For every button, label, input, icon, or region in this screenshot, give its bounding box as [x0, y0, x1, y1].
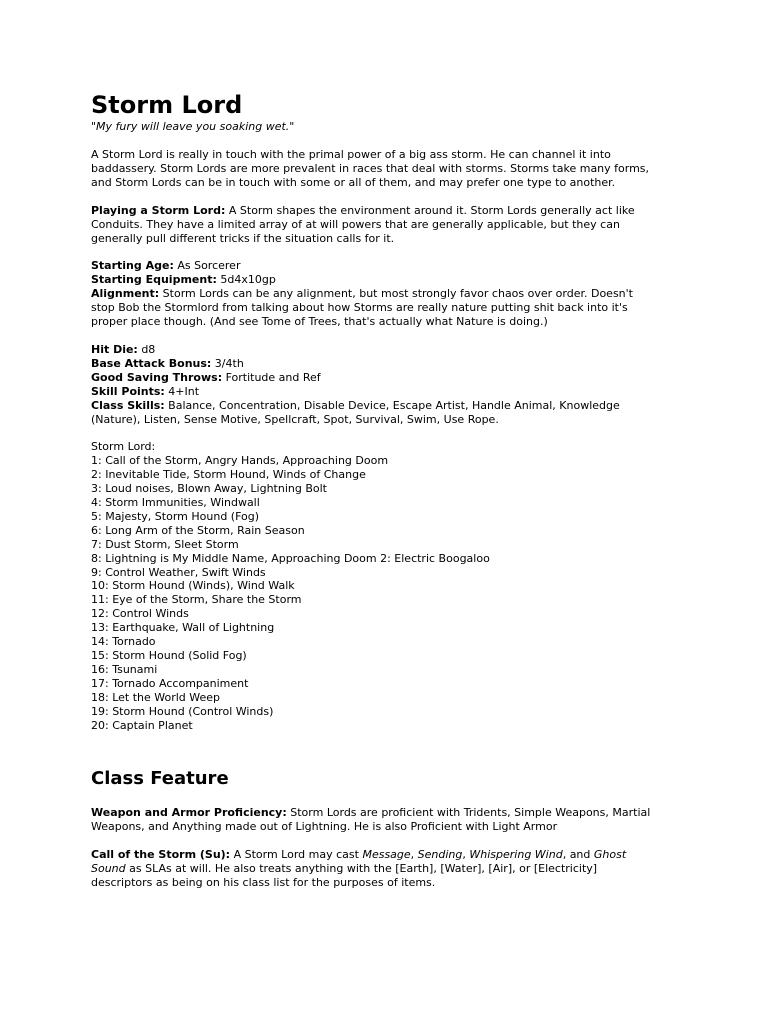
- progression-list: [91, 440, 691, 732]
- hit-die-value: d8: [137, 342, 156, 356]
- class-feature-heading: Class Feature: [91, 768, 229, 790]
- bab-label: Base Attack Bonus:: [91, 356, 212, 370]
- saves-value: Fortitude and Ref: [222, 370, 321, 384]
- weapon-prof-text: Weapons, and Anything made out of Lightning. He is also Proficient with Light Armor: [91, 820, 558, 834]
- playing-text: Conduits. They have a limited array of at will powers that are generally applicable, but they can: [91, 217, 620, 231]
- weapon-prof-text: Storm Lords are proficient with Tridents, Simple Weapons, Martial: [286, 806, 651, 820]
- class-skills-text: (Nature), Listen, Sense Motive, Spellcraft, Spot, Survival, Swim, Use Rope.: [91, 412, 499, 426]
- playing-label: Playing a Storm Lord:: [91, 203, 226, 217]
- progression-level-10: 10: Storm Hound (Winds), Wind Walk: [91, 579, 295, 593]
- starting-block: [91, 259, 691, 329]
- call-storm-text: as SLAs at will. He also treats anything with the [Earth], [Water], [Air], or [Electricity]: [125, 862, 598, 876]
- progression-level-15: 15: Storm Hound (Solid Fog): [91, 649, 247, 662]
- spell-ghost-sound: Sound: [91, 862, 126, 876]
- intro-line: A Storm Lord is really in touch with the primal power of a big ass storm. He can channel it into: [91, 148, 611, 161]
- skill-points-label: Skill Points:: [91, 384, 165, 398]
- progression-level-2: 2: Inevitable Tide, Storm Hound, Winds of Change: [91, 468, 366, 482]
- class-skills-text: Balance, Concentration, Disable Device, Escape Artist, Handle Animal, Knowledge: [164, 398, 620, 412]
- progression-level-8: 8: Lightning is My Middle Name, Approaching Doom 2: Electric Boogaloo: [91, 551, 490, 565]
- progression-level-19: 19: Storm Hound (Control Winds): [91, 704, 274, 718]
- weapon-prof-label: Weapon and Armor Proficiency:: [91, 806, 287, 820]
- call-storm-text: A Storm Lord may cast: [230, 848, 363, 862]
- progression-level-12: 12: Control Winds: [91, 607, 189, 621]
- progression-level-13: 13: Earthquake, Wall of Lightning: [91, 621, 275, 635]
- flavor-quote: "My fury will leave you soaking wet.": [91, 120, 295, 133]
- document-content: [91, 90, 691, 890]
- bab-value: 3/4th: [211, 356, 244, 370]
- progression-level-14: 14: Tornado: [91, 635, 156, 649]
- starting-equipment-value: 5d4x10gp: [216, 273, 276, 287]
- starting-age-label: Starting Age:: [91, 259, 174, 273]
- stats-block: [91, 343, 691, 426]
- playing-text: generally pull different tricks if the situation calls for it.: [91, 231, 395, 245]
- spell-ghost-sound: Ghost: [593, 848, 627, 862]
- intro-line: baddassery. Storm Lords are more prevalent in races that deal with storms. Storms take many forms,: [91, 161, 650, 175]
- progression-level-9: 9: Control Weather, Swift Winds: [91, 565, 266, 579]
- progression-level-7: 7: Dust Storm, Sleet Storm: [91, 537, 239, 551]
- starting-age-value: As Sorcerer: [173, 259, 241, 273]
- spell-sending: Sending: [417, 848, 463, 862]
- spell-whispering-wind: Whispering Wind: [469, 848, 563, 862]
- progression-level-17: 17: Tornado Accompaniment: [91, 676, 249, 690]
- page-title: Storm Lord: [91, 91, 243, 119]
- call-storm-label: Call of the Storm (Su):: [91, 848, 231, 862]
- progression-level-5: 5: Majesty, Storm Hound (Fog): [91, 509, 260, 523]
- playing-text: A Storm shapes the environment around it. Storm Lords generally act like: [225, 203, 635, 217]
- progression-title: Storm Lord:: [91, 440, 156, 454]
- progression-level-11: 11: Eye of the Storm, Share the Storm: [91, 593, 302, 607]
- call-of-storm-paragraph: [91, 848, 691, 890]
- skill-points-value: 4+Int: [164, 384, 200, 398]
- progression-level-6: 6: Long Arm of the Storm, Rain Season: [91, 523, 305, 537]
- alignment-text: Storm Lords can be any alignment, but most strongly favor chaos over order. Doesn't: [159, 287, 633, 301]
- separator: ,: [462, 848, 470, 862]
- progression-level-1: 1: Call of the Storm, Angry Hands, Approaching Doom: [91, 454, 389, 468]
- progression-level-20: 20: Captain Planet: [91, 718, 193, 732]
- separator: ,: [410, 848, 418, 862]
- intro-line: and Storm Lords can be in touch with some or all of them, and may prefer one type to another.: [91, 175, 616, 189]
- alignment-label: Alignment:: [91, 287, 160, 301]
- progression-level-3: 3: Loud noises, Blown Away, Lightning Bolt: [91, 482, 327, 496]
- alignment-text: stop Bob the Stormlord from talking about how Storms are really nature putting shit back into it's: [91, 301, 628, 315]
- alignment-text: proper place though. (And see Tome of Trees, that's actually what Nature is doing.): [91, 315, 548, 329]
- call-storm-text: descriptors as being on his class list for the purposes of items.: [91, 876, 436, 890]
- playing-paragraph: [91, 204, 691, 246]
- class-skills-label: Class Skills:: [91, 398, 165, 412]
- progression-level-4: 4: Storm Immunities, Windwall: [91, 496, 260, 510]
- spell-message: Message: [362, 848, 411, 862]
- saves-label: Good Saving Throws:: [91, 370, 223, 384]
- intro-paragraph: [91, 148, 691, 190]
- progression-level-18: 18: Let the World Weep: [91, 690, 221, 704]
- weapon-proficiency-paragraph: [91, 806, 691, 834]
- hit-die-label: Hit Die:: [91, 342, 138, 356]
- separator: , and: [562, 848, 594, 862]
- progression-level-16: 16: Tsunami: [91, 662, 158, 676]
- starting-equipment-label: Starting Equipment:: [91, 273, 217, 287]
